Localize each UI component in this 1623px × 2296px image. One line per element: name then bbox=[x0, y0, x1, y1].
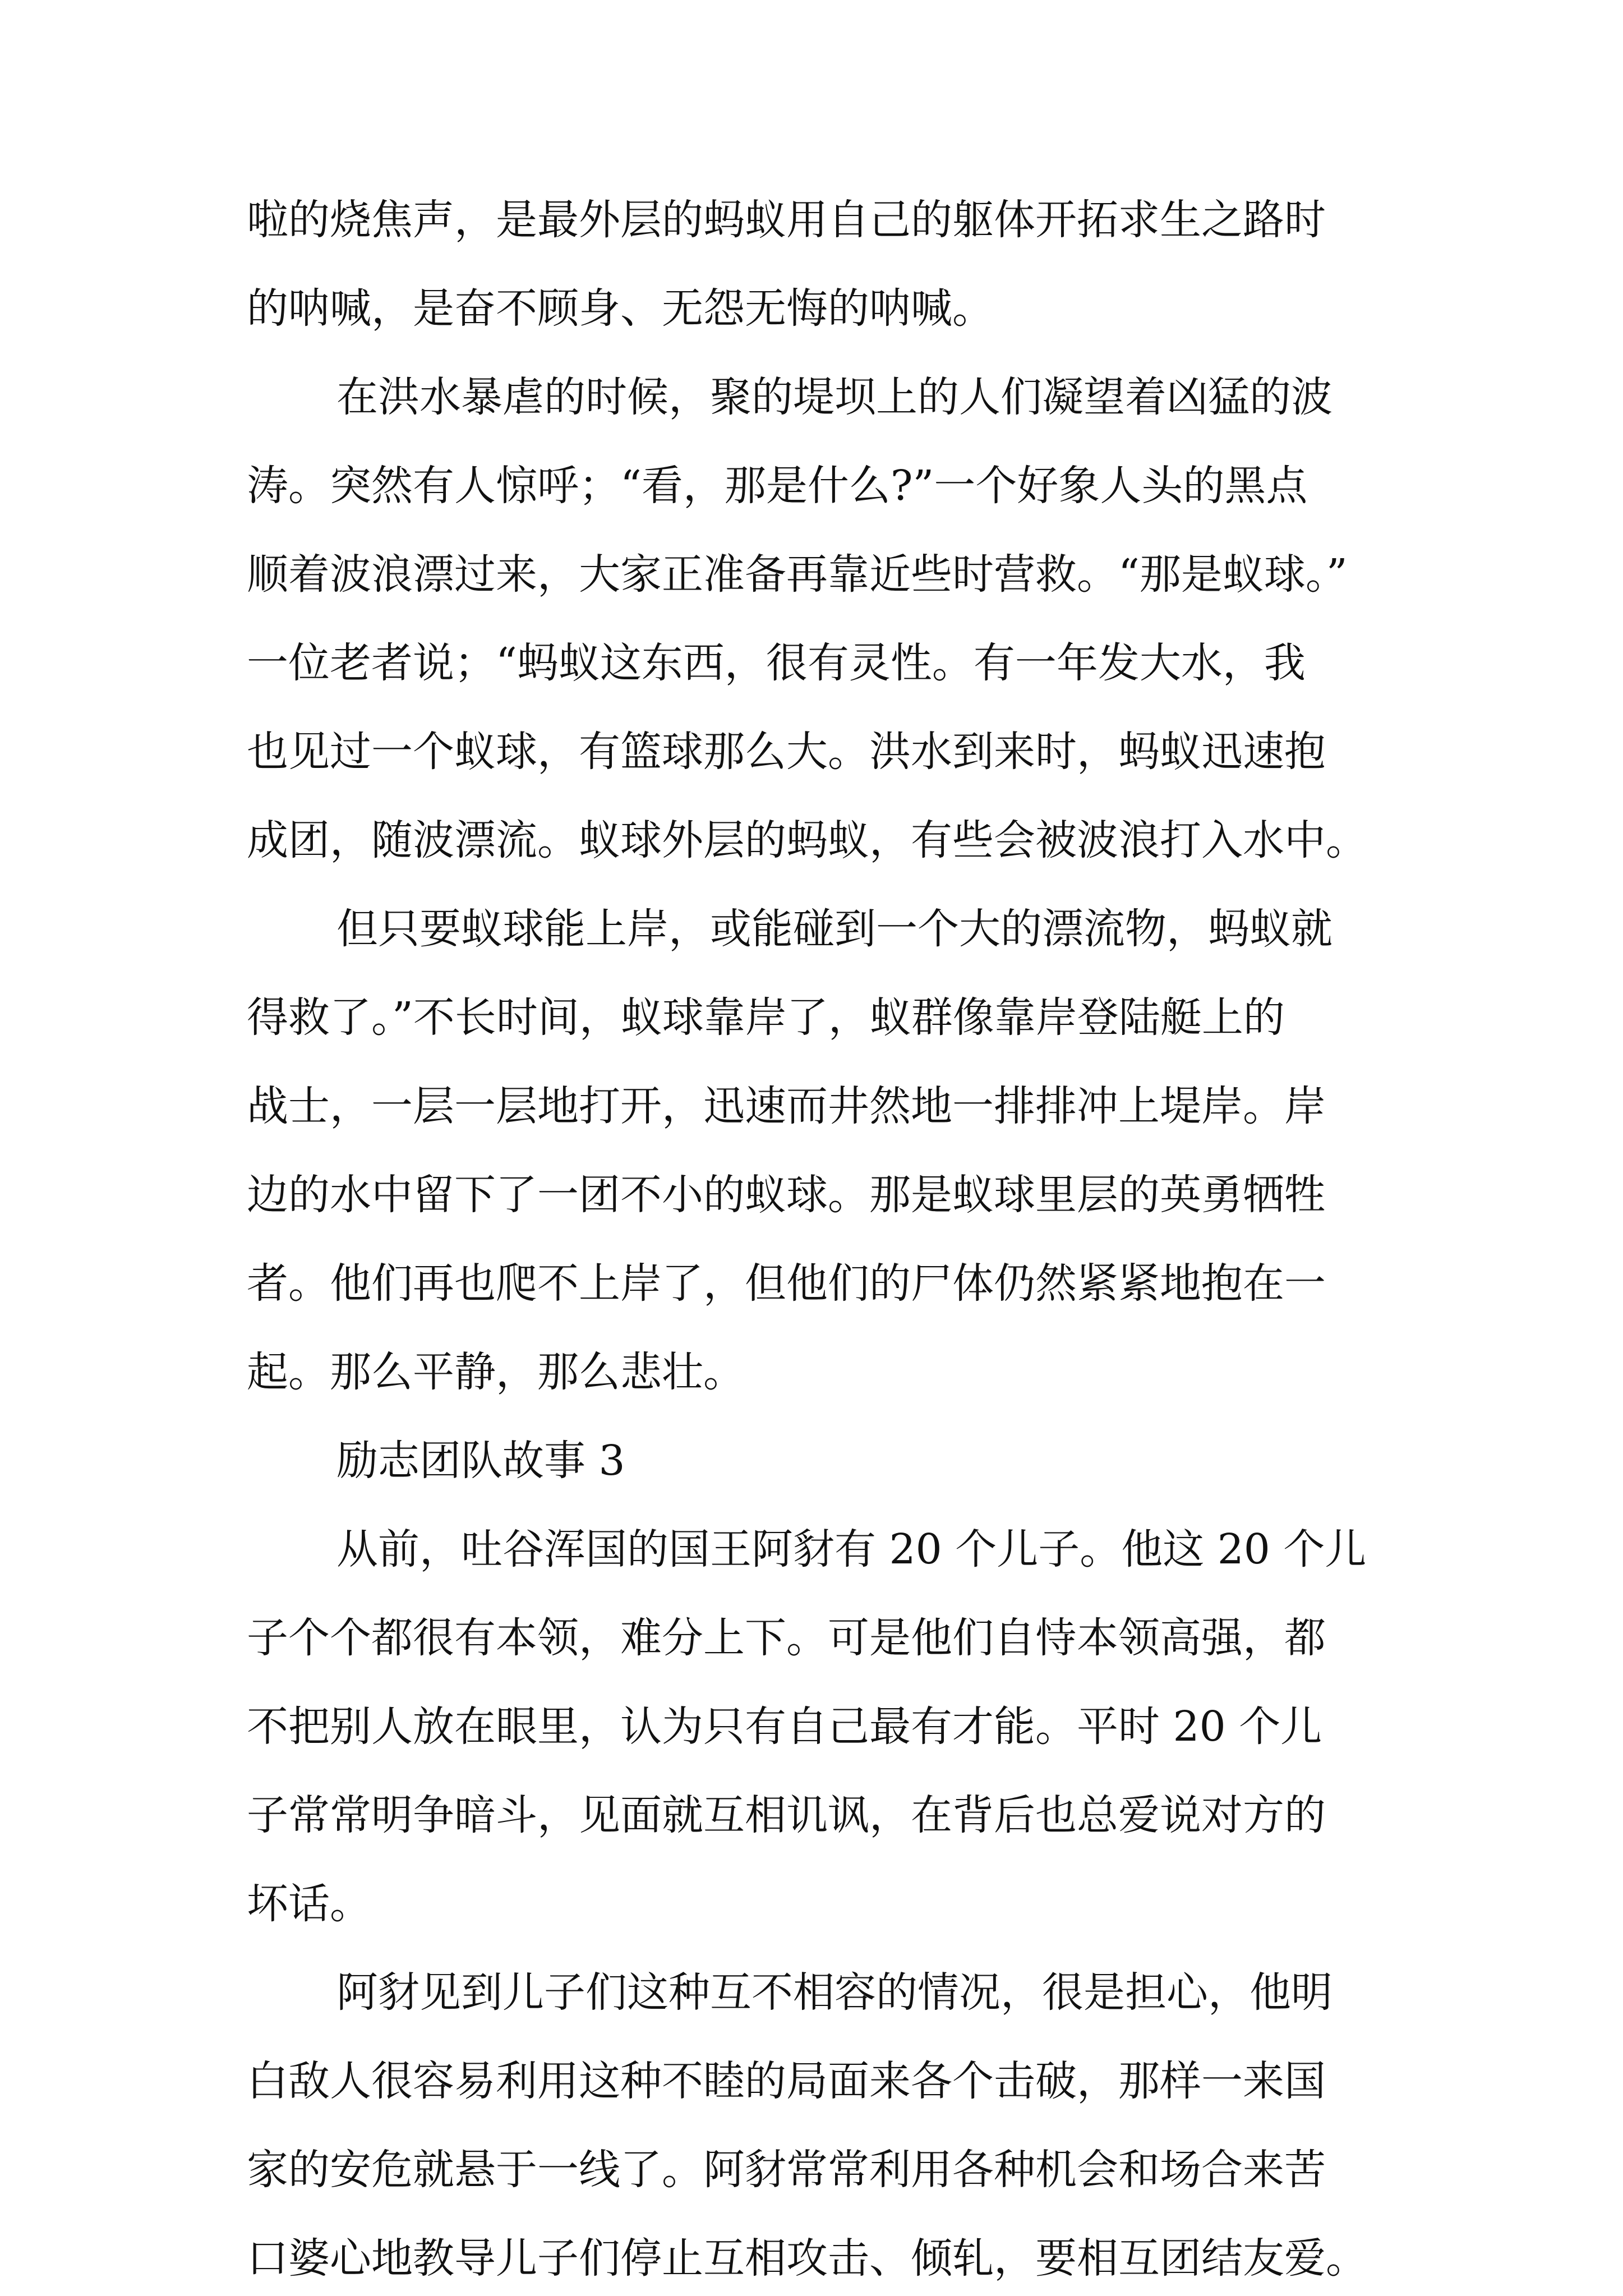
text-line: 顺着波浪漂过来，大家正准备再靠近些时营救。“那是蚁球。” bbox=[247, 550, 1348, 599]
text-line: 白敌人很容易利用这种不睦的局面来各个击破，那样一来国 bbox=[247, 2057, 1326, 2105]
text-line: 起。那么平静，那么悲壮。 bbox=[247, 1348, 745, 1396]
text-line: 坏话。 bbox=[247, 1880, 371, 1928]
text-line: 不把别人放在眼里，认为只有自己最有才能。平时 20 个儿 bbox=[247, 1703, 1322, 1751]
paragraph-first-line: 在洪水暴虐的时候，聚的堤坝上的人们凝望着凶猛的波 bbox=[336, 373, 1332, 421]
text-line: 成团，随波漂流。蚁球外层的蚂蚁，有些会被波浪打入水中。 bbox=[247, 816, 1367, 864]
text-line: 一位老者说；“蚂蚁这东西，很有灵性。有一年发大水，我 bbox=[247, 639, 1306, 687]
text-line: 得救了。”不长时间，蚁球靠岸了，蚁群像靠岸登陆艇上的 bbox=[247, 993, 1285, 1042]
paragraph-first-line: 但只要蚁球能上岸，或能碰到一个大的漂流物，蚂蚁就 bbox=[336, 905, 1332, 953]
text-line: 者。他们再也爬不上岸了，但他们的尸体仍然紧紧地抱在一 bbox=[247, 1259, 1326, 1308]
text-line: 涛。突然有人惊呼；“看，那是什么?”一个好象人头的黑点 bbox=[247, 462, 1308, 510]
paragraph-first-line: 阿豺见到儿子们这种互不相容的情况，很是担心，他明 bbox=[336, 1968, 1332, 2017]
text-line: 的呐喊，是奋不顾身、无怨无悔的呐喊。 bbox=[247, 284, 994, 333]
text-line: 家的安危就悬于一线了。阿豺常常利用各种机会和场合来苦 bbox=[247, 2146, 1326, 2194]
text-line: 也见过一个蚁球，有篮球那么大。洪水到来时，蚂蚁迅速抱 bbox=[247, 728, 1326, 776]
text-line: 子常常明争暗斗，见面就互相讥讽，在背后也总爱说对方的 bbox=[247, 1791, 1326, 1839]
text-line: 边的水中留下了一团不小的蚁球。那是蚁球里层的英勇牺牲 bbox=[247, 1171, 1326, 1219]
paragraph-first-line: 从前，吐谷浑国的国王阿豺有 20 个儿子。他这 20 个儿 bbox=[336, 1525, 1367, 1573]
text-line: 口婆心地教导儿子们停止互相攻击、倾轧，要相互团结友爱。 bbox=[247, 2234, 1367, 2283]
text-line: 子个个都很有本领，难分上下。可是他们自恃本领高强，都 bbox=[247, 1614, 1326, 1662]
text-line: 啦的烧焦声，是最外层的蚂蚁用自己的躯体开拓求生之路时 bbox=[247, 196, 1326, 244]
text-line: 战士，一层一层地打开，迅速而井然地一排排冲上堤岸。岸 bbox=[247, 1082, 1326, 1130]
section-heading: 励志团队故事 3 bbox=[336, 1437, 625, 1485]
